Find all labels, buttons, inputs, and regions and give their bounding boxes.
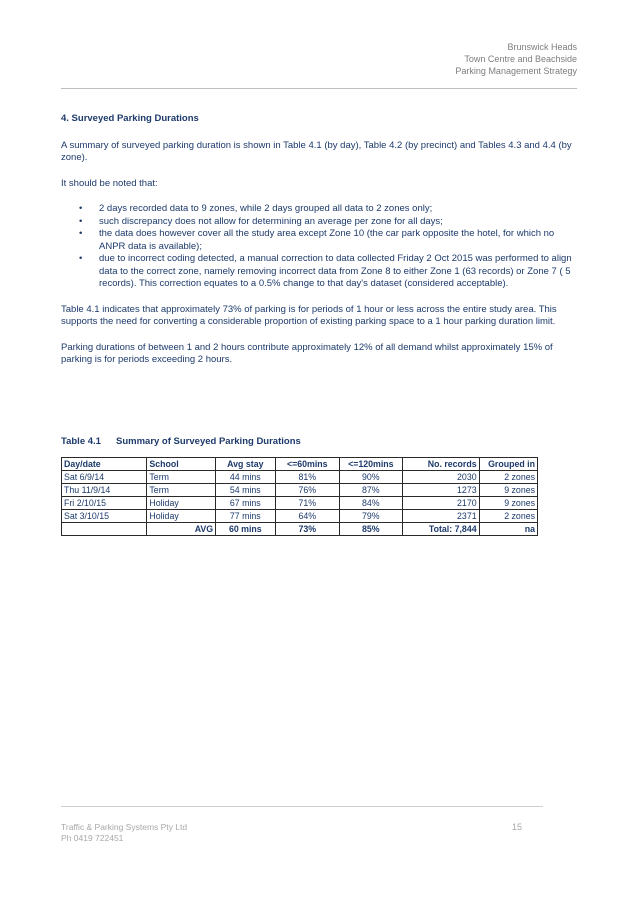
cell-le60: 81% [275, 471, 340, 484]
cell-le120: 84% [340, 497, 402, 510]
col-header-grouped: Grouped in [479, 458, 537, 471]
bullet-list [61, 203, 577, 291]
table-header-row [62, 458, 538, 471]
cell-le120: 87% [340, 484, 402, 497]
analysis-paragraph-1: Table 4.1 indicates that approximately 73% of parking is for periods of 1 hour or less across the entire study area. This supports the need for converting a considerable proportion of existing parking space to a 1 hour parking duration limit. [61, 303, 557, 327]
cell-grouped: 2 zones [479, 471, 537, 484]
cell-school: Holiday [147, 510, 216, 523]
cell-records: 1273 [402, 484, 479, 497]
parking-duration-table [61, 457, 538, 536]
table-number: Table 4.1 [61, 436, 101, 447]
bullet-item: • such discrepancy does not allow for determining an average per zone for all days; [99, 216, 577, 229]
cell-avg-le60: 73% [275, 523, 340, 536]
header-line-1: Brunswick Heads [507, 42, 577, 52]
cell-le120: 90% [340, 471, 402, 484]
cell-records: 2030 [402, 471, 479, 484]
page-number: 15 [512, 822, 523, 832]
cell-avg-stay: 77 mins [216, 510, 275, 523]
cell-school: Holiday [147, 497, 216, 510]
cell-school: Term [147, 484, 216, 497]
intro-paragraph: A summary of surveyed parking duration is shown in Table 4.1 (by day), Table 4.2 (by precinct) and Tables 4.3 and 4.4 (by zone). [61, 139, 572, 163]
table-row [62, 471, 538, 484]
noted-paragraph: It should be noted that: [61, 177, 158, 189]
cell-le60: 71% [275, 497, 340, 510]
col-header-records: No. records [402, 458, 479, 471]
col-header-le60: <=60mins [275, 458, 340, 471]
header-line-3: Parking Management Strategy [455, 66, 577, 76]
analysis-paragraph-2: Parking durations of between 1 and 2 hours contribute approximately 12% of all demand whilst approximately 15% of parking is for periods exceeding 2 hours. [61, 341, 553, 365]
table-average-row [62, 523, 538, 536]
table-row [62, 497, 538, 510]
cell-day: Thu 11/9/14 [62, 484, 147, 497]
cell-avg-stay: 44 mins [216, 471, 275, 484]
cell-avg-stay: 67 mins [216, 497, 275, 510]
bullet-item: • due to incorrect coding detected, a manual correction to data collected Friday 2 Oct 2015 was performed to align data to the correct zone, namely removing incorrect data from Zone 8 to either Zone 1 (63 records) or Zone 7 ( 5 records). This correction equates to a 0.5% change to that day's dataset (considered acceptable). [99, 253, 577, 291]
section-body [61, 113, 577, 380]
table-caption [61, 436, 301, 447]
header-line-2: Town Centre and Beachside [464, 54, 577, 64]
table-title: Summary of Surveyed Parking Durations [116, 436, 301, 447]
col-header-avg-stay: Avg stay [216, 458, 275, 471]
cell-le120: 79% [340, 510, 402, 523]
footer-phone: Ph 0419 722451 [61, 833, 124, 843]
document-footer [61, 822, 187, 844]
cell-grouped: 9 zones [479, 484, 537, 497]
cell-avg-stay-total: 60 mins [216, 523, 275, 536]
col-header-le120: <=120mins [340, 458, 402, 471]
table-row [62, 510, 538, 523]
cell-day: Sat 3/10/15 [62, 510, 147, 523]
cell-le60: 76% [275, 484, 340, 497]
cell-records: 2371 [402, 510, 479, 523]
col-header-school: School [147, 458, 216, 471]
document-header [455, 41, 577, 77]
header-divider [61, 88, 577, 89]
cell-le60: 64% [275, 510, 340, 523]
footer-divider [61, 806, 543, 807]
cell-school: Term [147, 471, 216, 484]
cell-day: Sat 6/9/14 [62, 471, 147, 484]
col-header-day: Day/date [62, 458, 147, 471]
bullet-item: • the data does however cover all the study area except Zone 10 (the car park opposite the hotel, for which no ANPR data is available); [99, 228, 577, 253]
cell-avg-grouped: na [479, 523, 537, 536]
cell-blank [62, 523, 147, 536]
cell-day: Fri 2/10/15 [62, 497, 147, 510]
cell-total-records: Total: 7,844 [402, 523, 479, 536]
cell-grouped: 2 zones [479, 510, 537, 523]
bullet-item: • 2 days recorded data to 9 zones, while 2 days grouped all data to 2 zones only; [99, 203, 577, 216]
cell-records: 2170 [402, 497, 479, 510]
table-row [62, 484, 538, 497]
cell-grouped: 9 zones [479, 497, 537, 510]
section-heading: 4. Surveyed Parking Durations [61, 113, 199, 124]
footer-company: Traffic & Parking Systems Pty Ltd [61, 822, 188, 832]
cell-avg-label: AVG [147, 523, 216, 536]
cell-avg-le120: 85% [340, 523, 402, 536]
cell-avg-stay: 54 mins [216, 484, 275, 497]
